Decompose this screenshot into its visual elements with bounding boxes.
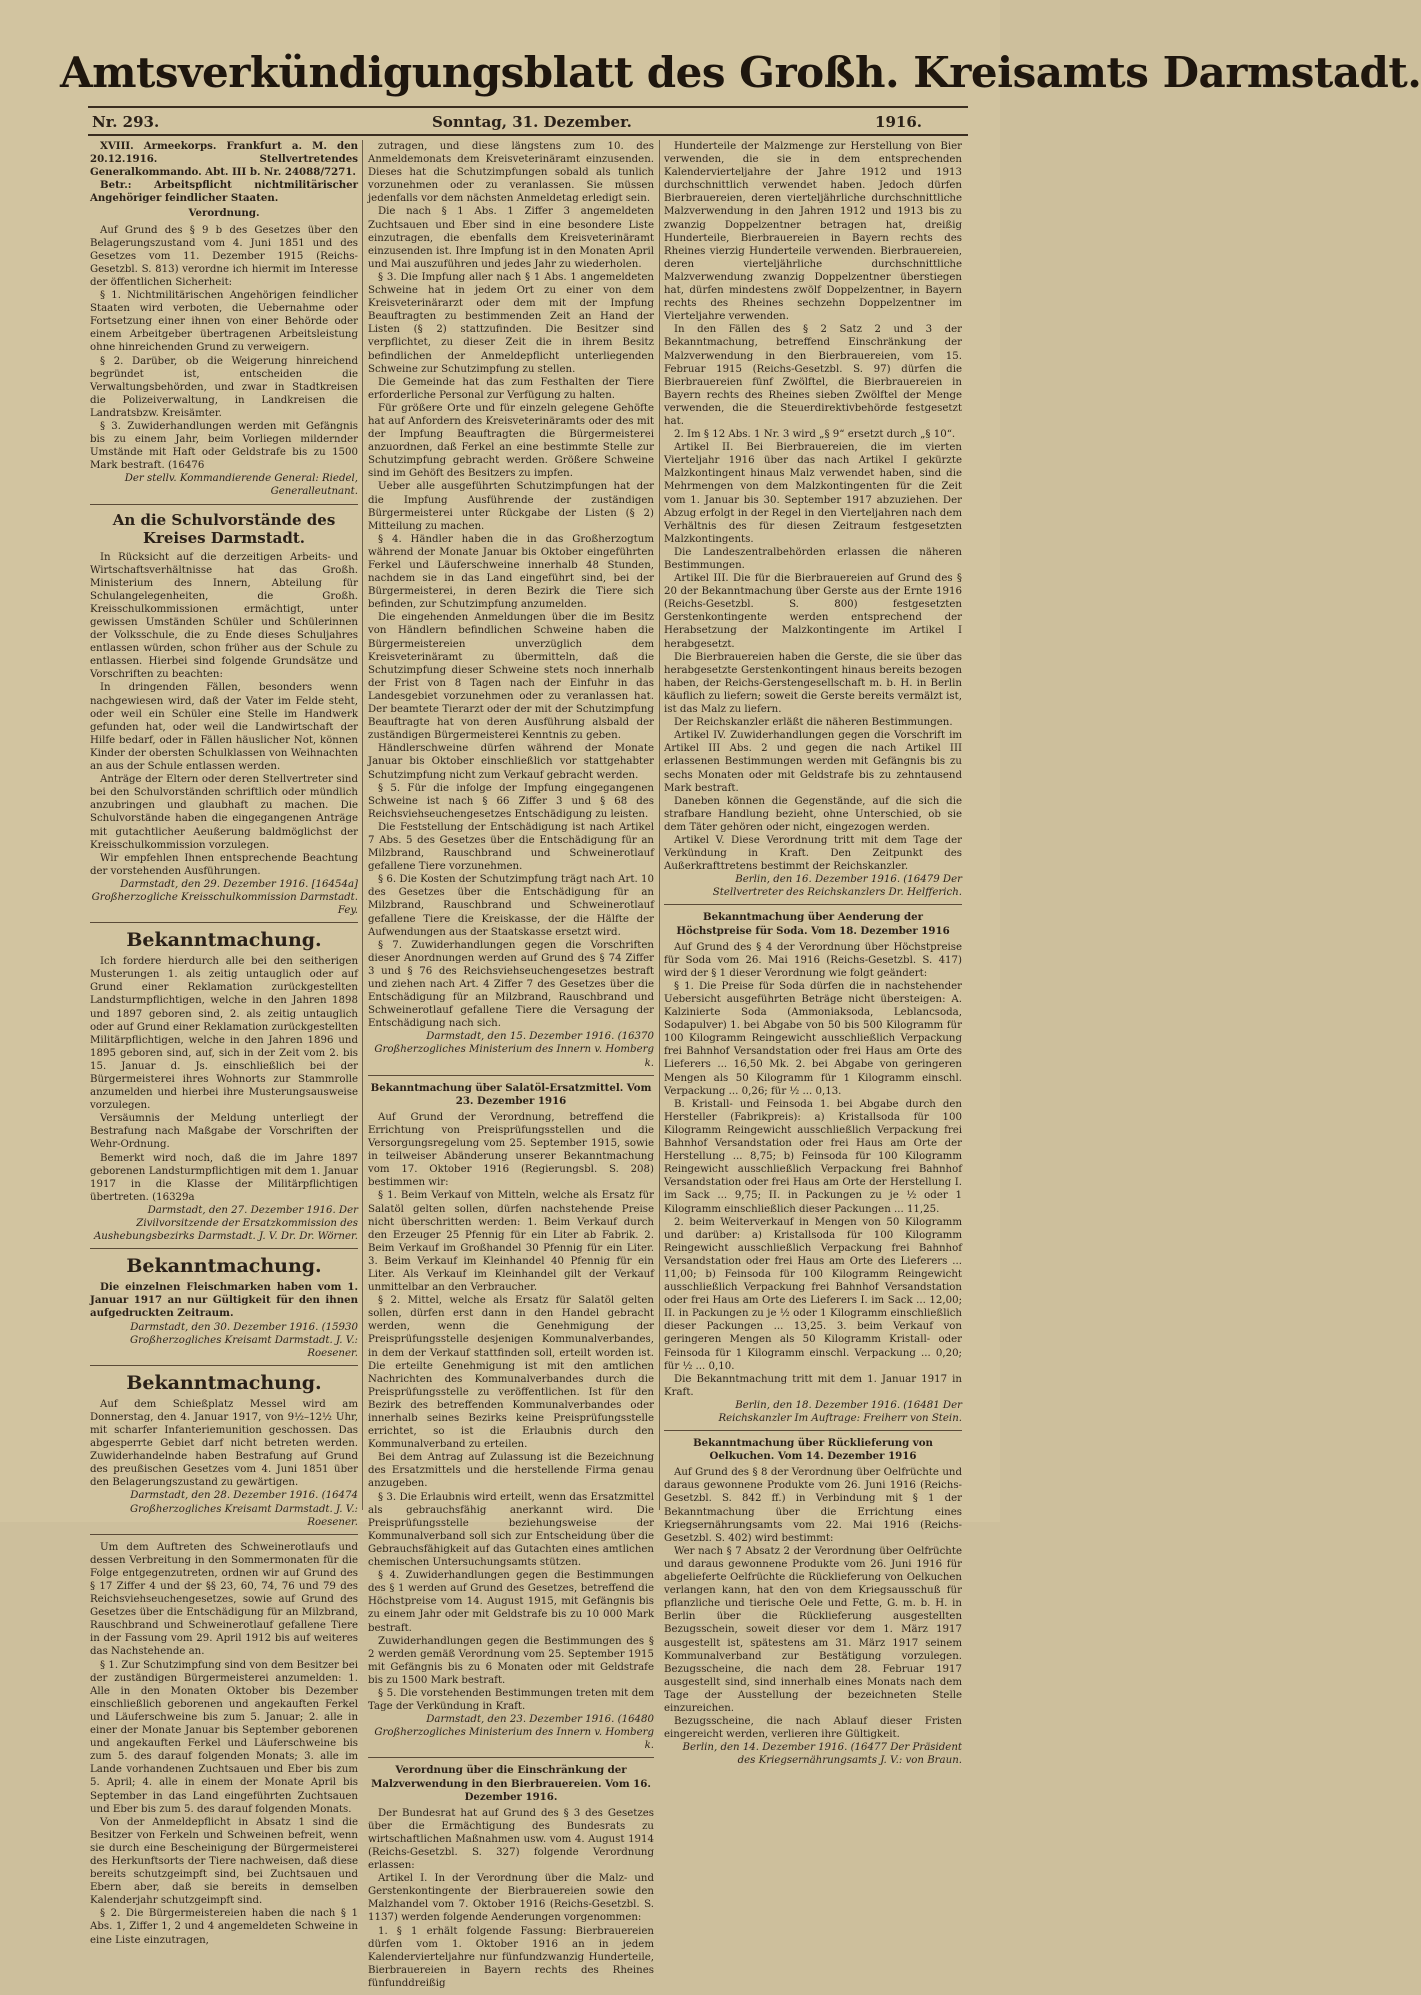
article-title: Bekanntmachung über Aenderung der Höchstpreise für Soda. Vom 18. Dezember 1916 xyxy=(676,911,950,937)
column-3 xyxy=(664,140,962,1767)
paragraph: § 1. Nichtmilitärischen Angehörigen feindlicher Staaten wird verboten, die Uebernahme oder Fortsetzung einer ihnen von einer Behörde oder einem Arbeitgeber übertragenen Arbeitsleistung ohne hinreichenden Grund zu verweigern. xyxy=(90,290,358,354)
paragraph: § 4. Zuwiderhandlungen gegen die Bestimmungen des § 1 werden auf Grund des Gesetzes, betreffend die Höchstpreise vom 14. August 1915, mit Gefängnis bis zu einem Jahr oder mit Geldstrafe bis zu 10 000 Mark bestraft. xyxy=(368,1570,654,1634)
paragraph: § 6. Die Kosten der Schutzimpfung trägt nach Art. 10 des Gesetzes über die Entschädigung für an Milzbrand, Rauschbrand und Schweinerotlauf gefallene Tiere die Kreiskasse, der die Hälfte der Aufwendungen aus der Staatskasse ersetzt wird. xyxy=(368,874,654,938)
paragraph: Um dem Auftreten des Schweinerotlaufs und dessen Verbreitung in den Sommermonaten für die Folge entgegenzutreten, ordnen wir auf Grund des § 17 Ziffer 4 und der §§ 23, 60, 74, 76 und 79 des Reichsviehseuchengesetzes, sowie auf Grund des Gesetzes über die Entschädigung für an Milzbrand, Rauschbrand und Schweinerotlauf gefallene Tiere in der Fassung vom 29. April 1912 bis auf weiteres das Nachstehende an. xyxy=(90,1541,358,1658)
paragraph: § 3. Zuwiderhandlungen werden mit Gefängnis bis zu einem Jahr, beim Vorliegen mildernder Umstände mit Haft oder Geldstrafe bis zu 1500 Mark bestraft. (16476 xyxy=(90,420,358,472)
paragraph: Bezugsscheine, die nach Ablauf dieser Fristen eingereicht werden, verlieren ihre Gültigkeit. xyxy=(664,1716,962,1741)
article-header: XVIII. Armeekorps. Frankfurt a. M. den 20.12.1916. Stellvertretendes Generalkommando. Abt. III b. Nr. 24088/7271. xyxy=(90,140,358,179)
paragraph: § 4. Händler haben die in das Großherzogtum während der Monate Januar bis Oktober eingeführten Ferkel und Läuferschweine innerhalb 48 Stunden, nachdem sie in das Land eingeführt sind, bei der Bürgermeisterei, in deren Bezirk die Tiere sich befinden, zur Schutzimpfung anzumelden. xyxy=(368,533,654,611)
paragraph: Bei dem Antrag auf Zulassung ist die Bezeichnung des Ersatzmittels und die herstellende Firma genau anzugeben. xyxy=(368,1452,654,1490)
paragraph: Auf dem Schießplatz Messel wird am Donnerstag, den 4. Januar 1917, von 9½–12½ Uhr, mit scharfer Infanteriemunition geschossen. Das abgesperrte Gebiet darf nicht betreten werden. Zuwiderhandelnde haben Bestrafung auf Grund des preußischen Gesetzes vom 4. Juni 1851 über den Belagerungszustand zu gewärtigen. xyxy=(90,1398,358,1489)
column-divider-2 xyxy=(659,140,660,1510)
paragraph: Die Gemeinde hat das zum Festhalten der Tiere erforderliche Personal zur Verfügung zu halten. xyxy=(368,376,654,401)
article-schulvorstaende xyxy=(90,511,358,924)
article-schweinerotlauf-cont xyxy=(368,140,654,1076)
paragraph: § 1. Beim Verkauf von Mitteln, welche als Ersatz für Salatöl gelten sollen, dürfen nachstehende Preise nicht überschritten werden: 1. Beim Verkauf durch den Erzeuger 25 Pfennig für ein Liter ab Fabrik. 2. Beim Verkauf im Großhandel 30 Pfennig für ein Liter. 3. Beim Verkauf im Kleinhandel 40 Pfennig für ein Liter. Als Verkauf im Kleinhandel gilt der Verkauf unmittelbar an den Verbraucher. xyxy=(368,1190,654,1294)
article-title: Bekanntmachung über Rücklieferung von Oelkuchen. Vom 14. Dezember 1916 xyxy=(693,1437,933,1463)
article-subject: Betr.: Arbeitspflicht nichtmilitärischer Angehöriger feindlicher Staaten. xyxy=(90,179,358,205)
signature: Berlin, den 18. Dezember 1916. (16481 Der Reichskanzler Im Auftrage: Freiherr von Stein. xyxy=(718,1399,962,1424)
article-malzverwendung xyxy=(368,1764,654,1995)
paragraph: Daneben können die Gegenstände, auf die sich die strafbare Handlung bezieht, ohne Unterschied, ob sie dem Täter gehören oder nicht, eingezogen werden. xyxy=(664,795,962,833)
column-2 xyxy=(368,140,654,1989)
paragraph: § 5. Für die infolge der Impfung eingegangenen Schweine ist nach § 66 Ziffer 3 und § 68 des Reichsviehseuchengesetzes Entschädigung zu leisten. xyxy=(368,782,654,820)
paragraph: Wir empfehlen Ihnen entsprechende Beachtung der vorstehenden Ausführungen. xyxy=(90,852,358,877)
article-title: Verordnung. xyxy=(188,207,260,220)
paragraph: Zuwiderhandlungen gegen die Bestimmungen des § 2 werden gemäß Verordnung vom 25. September 1915 mit Gefängnis bis zu 6 Monaten oder mit Geldstrafe bis zu 1500 Mark bestraft. xyxy=(368,1635,654,1686)
paragraph: Versäumnis der Meldung unterliegt der Bestrafung nach Maßgabe der Vorschriften der Wehr-Ordnung. xyxy=(90,1113,358,1151)
paragraph: In den Fällen des § 2 Satz 2 und 3 der Bekanntmachung, betreffend Einschränkung der Malzverwendung in den Bierbrauereien, vom 15. Februar 1915 (Reichs-Gesetzbl. S. 97) dürfen die Bierbrauereien fünf Zwölftel, die Bierbrauereien in Bayern rechts des Rheines sieben Zwölftel der Menge verwenden, die die Steuerdirektivbehörde festgesetzt hat. xyxy=(664,324,962,427)
article-title: Bekanntmachung. xyxy=(126,929,322,952)
masthead-rule-top xyxy=(88,106,968,108)
issue-year: 1916. xyxy=(875,113,922,131)
article-fleischmarken xyxy=(90,1255,358,1366)
paragraph: § 7. Zuwiderhandlungen gegen die Vorschriften dieser Anordnungen werden auf Grund des § 74 Ziffer 3 und § 76 des Reichsviehseuchengesetzes bestraft und ziehen nach Art. 4 Ziffer 7 des Gesetzes über die Entschädigung für an Milzbrand, Rauschbrand und Schweinerotlauf gefallene Tiere die Versagung der Entschädigung nach sich. xyxy=(368,939,654,1030)
masthead-title: Amtsverkündigungsblatt des Großh. Kreisamts Darmstadt. xyxy=(60,48,1421,97)
column-divider-1 xyxy=(362,140,363,1510)
paragraph: § 3. Die Erlaubnis wird erteilt, wenn das Ersatzmittel als gebrauchsfähig anerkannt wird. Die Preisprüfungsstelle beziehungsweise der Kommunalverband soll sich zur Entscheidung über die Gebrauchsfähigkeit auf das Gutachten eines amtlichen chemischen Untersuchungsamts stützen. xyxy=(368,1491,654,1569)
article-title: Bekanntmachung. xyxy=(126,1255,322,1278)
paragraph: Anträge der Eltern oder deren Stellvertreter sind bei den Schulvorständen schriftlich oder mündlich anzubringen und glaubhaft zu machen. Die Schulvorstände haben die eingegangenen Anträge mit gutachtlicher Aeußerung baldmöglichst der Kreisschulkommission vorzulegen. xyxy=(90,774,358,851)
paragraph: 2. beim Weiterverkauf in Mengen von 50 Kilogramm und darüber: a) Kristallsoda für 100 Kilogramm Reingewicht ausschließlich Verpackung frei Bahnhof Versandstation oder frei Haus am Orte des Lieferers ... 11,00; b) Feinsoda für 100 Kilogramm Reingewicht ausschließlich Verpackung frei Bahnhof Versandstation oder frei Haus am Orte des Lieferers I. im Sack ... 12,00; II. in Packungen zu je ½ oder 1 Kilogramm einschließlich dieser Packungen ... 13,25. 3. beim Verkauf von geringeren Mengen als 50 Kilogramm Kristall- oder Feinsoda für 1 Kilogramm einschl. Verpackung ... 0,20; für ½ ... 0,10. xyxy=(664,1216,962,1372)
paragraph: § 5. Die vorstehenden Bestimmungen treten mit dem Tage der Verkündung in Kraft. xyxy=(368,1687,654,1713)
paragraph: Ueber alle ausgeführten Schutzimpfungen hat der die Impfung Ausführende der zuständigen Bürgermeisterei unter Rückgabe der Listen (§ 2) Mitteilung zu machen. xyxy=(368,481,654,532)
article-oelkuchen xyxy=(664,1437,962,1772)
paragraph: § 1. Die Preise für Soda dürfen die in nachstehender Uebersicht ausgeführten Beträge nicht übersteigen: A. Kalzinierte Soda (Ammoniaksoda, Leblancsoda, Sodapulver) 1. bei Abgabe von 50 bis 500 Kilogramm für 100 Kilogramm Reingewicht ausschließlich Verpackung frei Bahnhof Versandstation oder frei Haus am Orte des Lieferers ... 16,50 Mk. 2. bei Abgabe von geringeren Mengen als 50 Kilogramm für 1 Kilogramm einschl. Verpackung ... 0,26; für ½ ... 0,13. xyxy=(664,980,962,1097)
paragraph: Hunderteile der Malzmenge zur Herstellung von Bier verwenden, die sie in dem entsprechenden Kalendervierteljahre der Jahre 1912 und 1913 durchschnittlich verwendet haben. Jedoch dürfen Bierbrauereien, deren vierteljährliche durchschnittliche Malzverwendung in den Jahren 1912 und 1913 bis zu zwanzig Doppelzentner betragen hat, dreißig Hunderteile, Bierbrauereien in Bayern rechts des Rheines vierzig Hunderteile verwenden. Bierbrauereien, deren vierteljährliche durchschnittliche Malzverwendung zwanzig Doppelzentner überstiegen hat, dürfen mindestens zwölf Doppelzentner, in Bayern rechts des Rheines sechzehn Doppelzentner im Vierteljahre verwenden. xyxy=(664,141,962,323)
paragraph: 1. § 1 erhält folgende Fassung: Bierbrauereien dürfen vom 1. Oktober 1916 an in jedem Kalendervierteljahre nur fünfundzwanzig Hunderteile, Bierbrauereien in Bayern rechts des Rheines fünfunddreißig xyxy=(368,1925,654,1989)
paragraph: Der Bundesrat hat auf Grund des § 3 des Gesetzes über die Ermächtigung des Bundesrats zu wirtschaftlichen Maßnahmen usw. vom 4. August 1914 (Reichs-Gesetzbl. S. 327) folgende Verordnung erlassen: xyxy=(368,1807,654,1872)
paragraph: § 2. Darüber, ob die Weigerung hinreichend begründet ist, entscheiden die Verwaltungsbehörden, und zwar in Stadtkreisen die Polizeiverwaltung, in Landkreisen die Landratsbzw. Kreisämter. xyxy=(90,355,358,419)
signature: Darmstadt, den 29. Dezember 1916. [16454a] Großherzogliche Kreisschulkommission Darmstadt. Fey. xyxy=(91,878,358,917)
article-title: Bekanntmachung über Salatöl-Ersatzmittel. Vom 23. Dezember 1916 xyxy=(370,1081,652,1107)
paragraph: § 2. Die Bürgermeistereien haben die nach § 1 Abs. 1, Ziffer 1, 2 und 4 angemeldeten Schweine in eine Liste einzutragen, xyxy=(90,1908,358,1946)
article-title: An die Schulvorstände des Kreises Darmstadt. xyxy=(112,510,336,547)
issue-date: Sonntag, 31. Dezember. xyxy=(432,113,632,131)
paragraph: Die einzelnen Fleischmarken haben vom 1. Januar 1917 an nur Gültigkeit für den ihnen aufgedruckten Zeitraum. xyxy=(90,1281,358,1320)
paragraph: § 3. Die Impfung aller nach § 1 Abs. 1 angemeldeten Schweine hat in jedem Ort zu einer von dem Kreisveterinärarzt oder dem mit der Impfung Beauftragten zu bestimmenden Zeit an Hand der Listen (§ 2) stattzufinden. Die Besitzer sind verpflichtet, zu dieser Zeit die in ihrem Besitz befindlichen der Anmeldepflicht unterliegenden Schweine zur Schutzimpfung zu stellen. xyxy=(368,271,654,375)
paragraph: Auf Grund des § 4 der Verordnung über Höchstpreise für Soda vom 26. Mai 1916 (Reichs-Gesetzbl. S. 417) wird der § 1 dieser Verordnung wie folgt geändert: xyxy=(664,941,962,979)
paragraph: Auf Grund des § 9 b des Gesetzes über den Belagerungszustand vom 4. Juni 1851 und des Gesetzes vom 11. Dezember 1915 (Reichs-Gesetzbl. S. 813) verordne ich hiermit im Interesse der öffentlichen Sicherheit: xyxy=(90,224,358,288)
paragraph: 2. Im § 12 Abs. 1 Nr. 3 wird „§ 9“ ersetzt durch „§ 10“. xyxy=(674,429,956,441)
signature: Darmstadt, den 23. Dezember 1916. (16480 Großherzogliches Ministerium des Innern v. Homberg k. xyxy=(374,1714,654,1752)
paragraph: Artikel IV. Zuwiderhandlungen gegen die Vorschrift im Artikel III Abs. 2 und gegen die nach Artikel III erlassenen Bestimmungen werden mit Gefängnis bis zu sechs Monaten oder mit Geldstrafe bis zu zehntausend Mark bestraft. xyxy=(664,730,962,794)
paragraph: Die Bierbrauereien haben die Gerste, die sie über das herabgesetzte Gerstenkontingent hinaus bereits bezogen haben, der Reichs-Gerstengesellschaft m. b. H. in Berlin käuflich zu liefern; soweit die Gerste bereits vermälzt ist, ist das Malz zu liefern. xyxy=(664,651,962,716)
paragraph: Von der Anmeldepflicht in Absatz 1 sind die Besitzer von Ferkeln und Schweinen befreit, wenn sie durch eine Bescheinigung der Bürgermeisterei des Herkunftsorts der Tiere nachweisen, daß diese bereits schutzgeimpft sind, bei Zuchtsauen und Ebern aber, daß sie bereits in demselben Kalenderjahr schutzgeimpft sind. xyxy=(90,1816,358,1907)
article-schweinerotlauf xyxy=(90,1541,358,1952)
article-title: Verordnung über die Einschränkung der Malzverwendung in den Bierbrauereien. Vom 16. Dezember 1916. xyxy=(371,1764,651,1803)
paragraph: § 1. Zur Schutzimpfung sind von dem Besitzer bei der zuständigen Bürgermeisterei anzumelden: 1. Alle in den Monaten Oktober bis Dezember einschließlich geborenen und angekauften Ferkel und Läuferschweine bis zum 5. Januar; 2. alle in einer der Monate Januar bis September geborenen und angekauften Ferkel und Läuferschweine bis zum 5. des darauf folgenden Monats; 3. alle im Lande vorhandenen Zuchtsauen und Eber bis zum 5. April; 4. alle in einem der Monate April bis September in das Land eingeführten Zuchtsauen und Eber bis zum 5. des darauf folgenden Monats. xyxy=(90,1659,358,1815)
paragraph: Für größere Orte und für einzeln gelegene Gehöfte hat auf Anfordern des Kreisveterinäramts oder des mit der Impfung Beauftragten die Bürgermeisterei anzuordnen, daß Ferkel an eine bestimmte Stelle zur Schutzimpfung gebracht werden. Größere Schweine sind im Gehöft des Besitzers zu impfen. xyxy=(368,402,654,480)
paragraph: Artikel III. Die für die Bierbrauereien auf Grund des § 20 der Bekanntmachung über Gerste aus der Ernte 1916 (Reichs-Gesetzbl. S. 800) festgesetzten Gerstenkontingente werden entsprechend der Herabsetzung der Malzkontingente im Artikel I herabgesetzt. xyxy=(664,573,962,650)
paragraph: B. Kristall- und Feinsoda 1. bei Abgabe durch den Hersteller (Fabrikpreis): a) Kristallsoda für 100 Kilogramm Reingewicht ausschließlich Verpackung frei Bahnhof Versandstation oder frei Haus am Orte der Herstellung ... 8,75; b) Feinsoda für 100 Kilogramm Reingewicht ausschließlich Verpackung frei Bahnhof Versandstation oder frei Haus am Orte der Herstellung I. im Sack ... 9,75; II. in Packungen zu je ½ oder 1 Kilogramm einschließlich dieser Packungen ... 11,25. xyxy=(664,1098,962,1215)
paragraph: Auf Grund des § 8 der Verordnung über Oelfrüchte und daraus gewonnene Produkte vom 26. Juni 1916 (Reichs-Gesetzbl. S. 842 ff.) in Verbindung mit § 1 der Bekanntmachung über die Errichtung eines Kriegsernährungsamts vom 22. Mai 1916 (Reichs-Gesetzbl. S. 402) wird bestimmt: xyxy=(664,1467,962,1544)
paragraph: Händlerschweine dürfen während der Monate Januar bis Oktober einschließlich vor stattgehabter Schutzimpfung nicht zum Verkauf gebracht werden. xyxy=(368,743,654,781)
signature: Berlin, den 14. Dezember 1916. (16477 Der Präsident des Kriegsernährungsamts J. V.: von Braun. xyxy=(682,1742,962,1767)
paragraph: Die nach § 1 Abs. 1 Ziffer 3 angemeldeten Zuchtsauen und Eber sind in eine besondere Liste einzutragen, die ebenfalls dem Kreisveterinäramt einzusenden ist. Ihre Impfung ist in den Monaten April und Mai auszuführen und jedes Jahr zu wiederholen. xyxy=(368,206,654,270)
paragraph: § 2. Mittel, welche als Ersatz für Salatöl gelten sollen, dürfen erst dann in den Handel gebracht werden, wenn die Genehmigung der Preisprüfungsstelle desjenigen Kommunalverbandes, in dem der Verkauf stattfinden soll, erteilt worden ist. Die erteilte Genehmigung ist mit den amtlichen Nachrichten des Kommunalverbandes durch die Preisprüfungsstelle zu veröffentlichen. Ist für den Bezirk des betreffenden Kommunalverbandes oder innerhalb seines Bezirks keine Preisprüfungsstelle errichtet, so ist die Erlaubnis durch den Kommunalverband zu erteilen. xyxy=(368,1295,654,1451)
article-schiessplatz xyxy=(90,1372,358,1535)
signature: Darmstadt, den 15. Dezember 1916. (16370 Großherzogliches Ministerium des Innern v. Homberg k. xyxy=(374,1031,654,1069)
paragraph: Bemerkt wird noch, daß die im Jahre 1897 geborenen Landsturmpflichtigen mit dem 1. Januar 1917 in die Klasse der Militärpflichtigen übertreten. (16329a xyxy=(90,1152,358,1203)
masthead-rule-bottom xyxy=(88,134,968,136)
paragraph: Artikel II. Bei Bierbrauereien, die im vierten Vierteljahr 1916 über das nach Artikel I gekürzte Malzkontingent hinaus Malz verwendet haben, sind die Mehrmengen von dem Malzkontingenten für die Zeit vom 1. Januar bis 30. September 1917 abzuziehen. Der Abzug erfolgt in der Regel in den Vierteljahren nach dem Verhältnis des für diesen Zeitraum festgesetzten Malzkontingents. xyxy=(664,442,962,545)
article-arbeitspflicht xyxy=(90,140,358,505)
paragraph: Artikel I. In der Verordnung über die Malz- und Gerstenkontingente der Bierbrauereien sowie den Malzhandel vom 7. Oktober 1916 (Reichs-Gesetzbl. S. 1137) werden folgende Aenderungen vorgenommen: xyxy=(368,1873,654,1924)
paragraph: Der Reichskanzler erläßt die näheren Bestimmungen. xyxy=(674,717,953,729)
paragraph: Ich fordere hierdurch alle bei den seitherigen Musterungen 1. als zeitig untauglich oder auf Grund einer Reklamation zurückgestellten Landsturmpflichtigen, welche in den Jahren 1898 und 1897 geboren sind, 2. als zeitig untauglich oder auf Grund einer Reklamation zurückgestellten Militärpflichtigen, welche in den Jahren 1896 und 1895 geboren sind, auf, sich in der Zeit vom 2. bis 15. Januar d. Js. einschließlich bei der Bürgermeisterei ihres Wohnorts zur Stammrolle anzumelden und hierbei ihre Musterungsausweise vorzulegen. xyxy=(90,956,358,1112)
signature: Der stellv. Kommandierende General: Riedel, Generalleutnant. xyxy=(124,473,358,498)
paragraph: Wer nach § 7 Absatz 2 der Verordnung über Oelfrüchte und daraus gewonnene Produkte vom 26. Juni 1916 für abgelieferte Oelfrüchte die Rücklieferung von Oelkuchen verlangen kann, hat den von dem Kriegsausschuß für pflanzliche und tierische Oele und Fette, G. m. b. H. in Berlin über die Rücklieferung ausgestellten Bezugsschein, soweit dieser vor dem 1. März 1917 ausgestellt ist, spätestens am 31. März 1917 seinem Kommunalverband zur Bestätigung vorzulegen. Bezugsscheine, die nach dem 28. Februar 1917 ausgestellt sind, sind innerhalb eines Monats nach dem Tage der Ausstellung der bezeichneten Stelle einzureichen. xyxy=(664,1545,962,1714)
issue-bar xyxy=(92,110,962,134)
article-soda xyxy=(664,911,962,1431)
paragraph: Die Bekanntmachung tritt mit dem 1. Januar 1917 in Kraft. xyxy=(664,1373,962,1398)
article-musterungen xyxy=(90,929,358,1249)
article-salatoel xyxy=(368,1082,654,1759)
paragraph: Die Landeszentralbehörden erlassen die näheren Bestimmungen. xyxy=(664,546,962,571)
paragraph: In Rücksicht auf die derzeitigen Arbeits- und Wirtschaftsverhältnisse hat das Großh. Ministerium des Innern, Abteilung für Schulangelegenheiten, die Großh. Kreisschulkommissionen ermächtigt, unter gewissen Umständen Schüler und Schülerinnen der Volksschule, die zu Ende dieses Schuljahres entlassen würden, schon früher aus der Schule zu entlassen. Hierbei sind folgende Grundsätze und Vorschriften zu beachten: xyxy=(90,551,358,681)
article-malzverwendung-cont xyxy=(664,140,962,905)
paragraph: Die eingehenden Anmeldungen über die im Besitz von Händlern befindlichen Schweine haben die Bürgermeistereien unverzüglich dem Kreisveterinäramt zu übermitteln, daß die Schutzimpfung dieser Schweine stets noch innerhalb der Frist von 8 Tagen nach der Einfuhr in das Landesgebiet vorzunehmen oder zu veranlassen hat. Der beamtete Tierarzt oder der mit der Schutzimpfung Beauftragte hat von deren Ausführung alsbald der zuständigen Bürgermeisterei Kenntnis zu geben. xyxy=(368,612,654,742)
signature: Darmstadt, den 28. Dezember 1916. (16474 Großherzogliches Kreisamt Darmstadt. J. V.: Roesener. xyxy=(129,1490,358,1528)
article-title: Bekanntmachung. xyxy=(126,1371,322,1394)
signature: Berlin, den 16. Dezember 1916. (16479 Der Stellvertreter des Reichskanzlers Dr. Helfferich. xyxy=(712,874,962,899)
signature: Darmstadt, den 30. Dezember 1916. (15930 Großherzogliches Kreisamt Darmstadt. J. V.: Roesener. xyxy=(129,1321,358,1359)
paragraph: Die Feststellung der Entschädigung ist nach Artikel 7 Abs. 5 des Gesetzes über die Entschädigung für an Milzbrand, Rauschbrand und Schweinerotlauf gefallene Tiere vorzunehmen. xyxy=(368,821,654,873)
issue-number: Nr. 293. xyxy=(92,113,160,131)
paragraph: Auf Grund der Verordnung, betreffend die Errichtung von Preisprüfungsstellen und die Versorgungsregelung vom 25. September 1915, sowie in teilweiser Abänderung unserer Bekanntmachung vom 17. Oktober 1916 (Regierungsbl. S. 208) bestimmen wir: xyxy=(368,1111,654,1189)
column-1 xyxy=(90,140,358,1946)
paragraph: Artikel V. Diese Verordnung tritt mit dem Tage der Verkündung in Kraft. Den Zeitpunkt des Außerkrafttretens bestimmt der Reichskanzler. xyxy=(664,834,962,873)
paragraph: zutragen, und diese längstens zum 10. des Anmeldemonats dem Kreisveterinäramt einzusenden. Dieses hat die Schutzimpfungen sobald als tunlich vorzunehmen oder zu veranlassen. Sie müssen jedenfalls vor dem nächsten Anmeldetag erledigt sein. xyxy=(368,141,654,205)
paragraph: In dringenden Fällen, besonders wenn nachgewiesen wird, daß der Vater im Felde steht, oder weil ein Schüler eine Stelle im Handwerk gefunden hat, oder weil die Landwirtschaft der Hilfe bedarf, oder in Fällen häuslicher Not, können Kinder der obersten Schulklassen von Weihnachten an aus der Schule entlassen werden. xyxy=(90,682,358,773)
signature: Darmstadt, den 27. Dezember 1916. Der Zivilvorsitzende der Ersatzkommission des Aushebungsbezirks Darmstadt. J. V. Dr. Dr. Wörner. xyxy=(93,1204,358,1243)
